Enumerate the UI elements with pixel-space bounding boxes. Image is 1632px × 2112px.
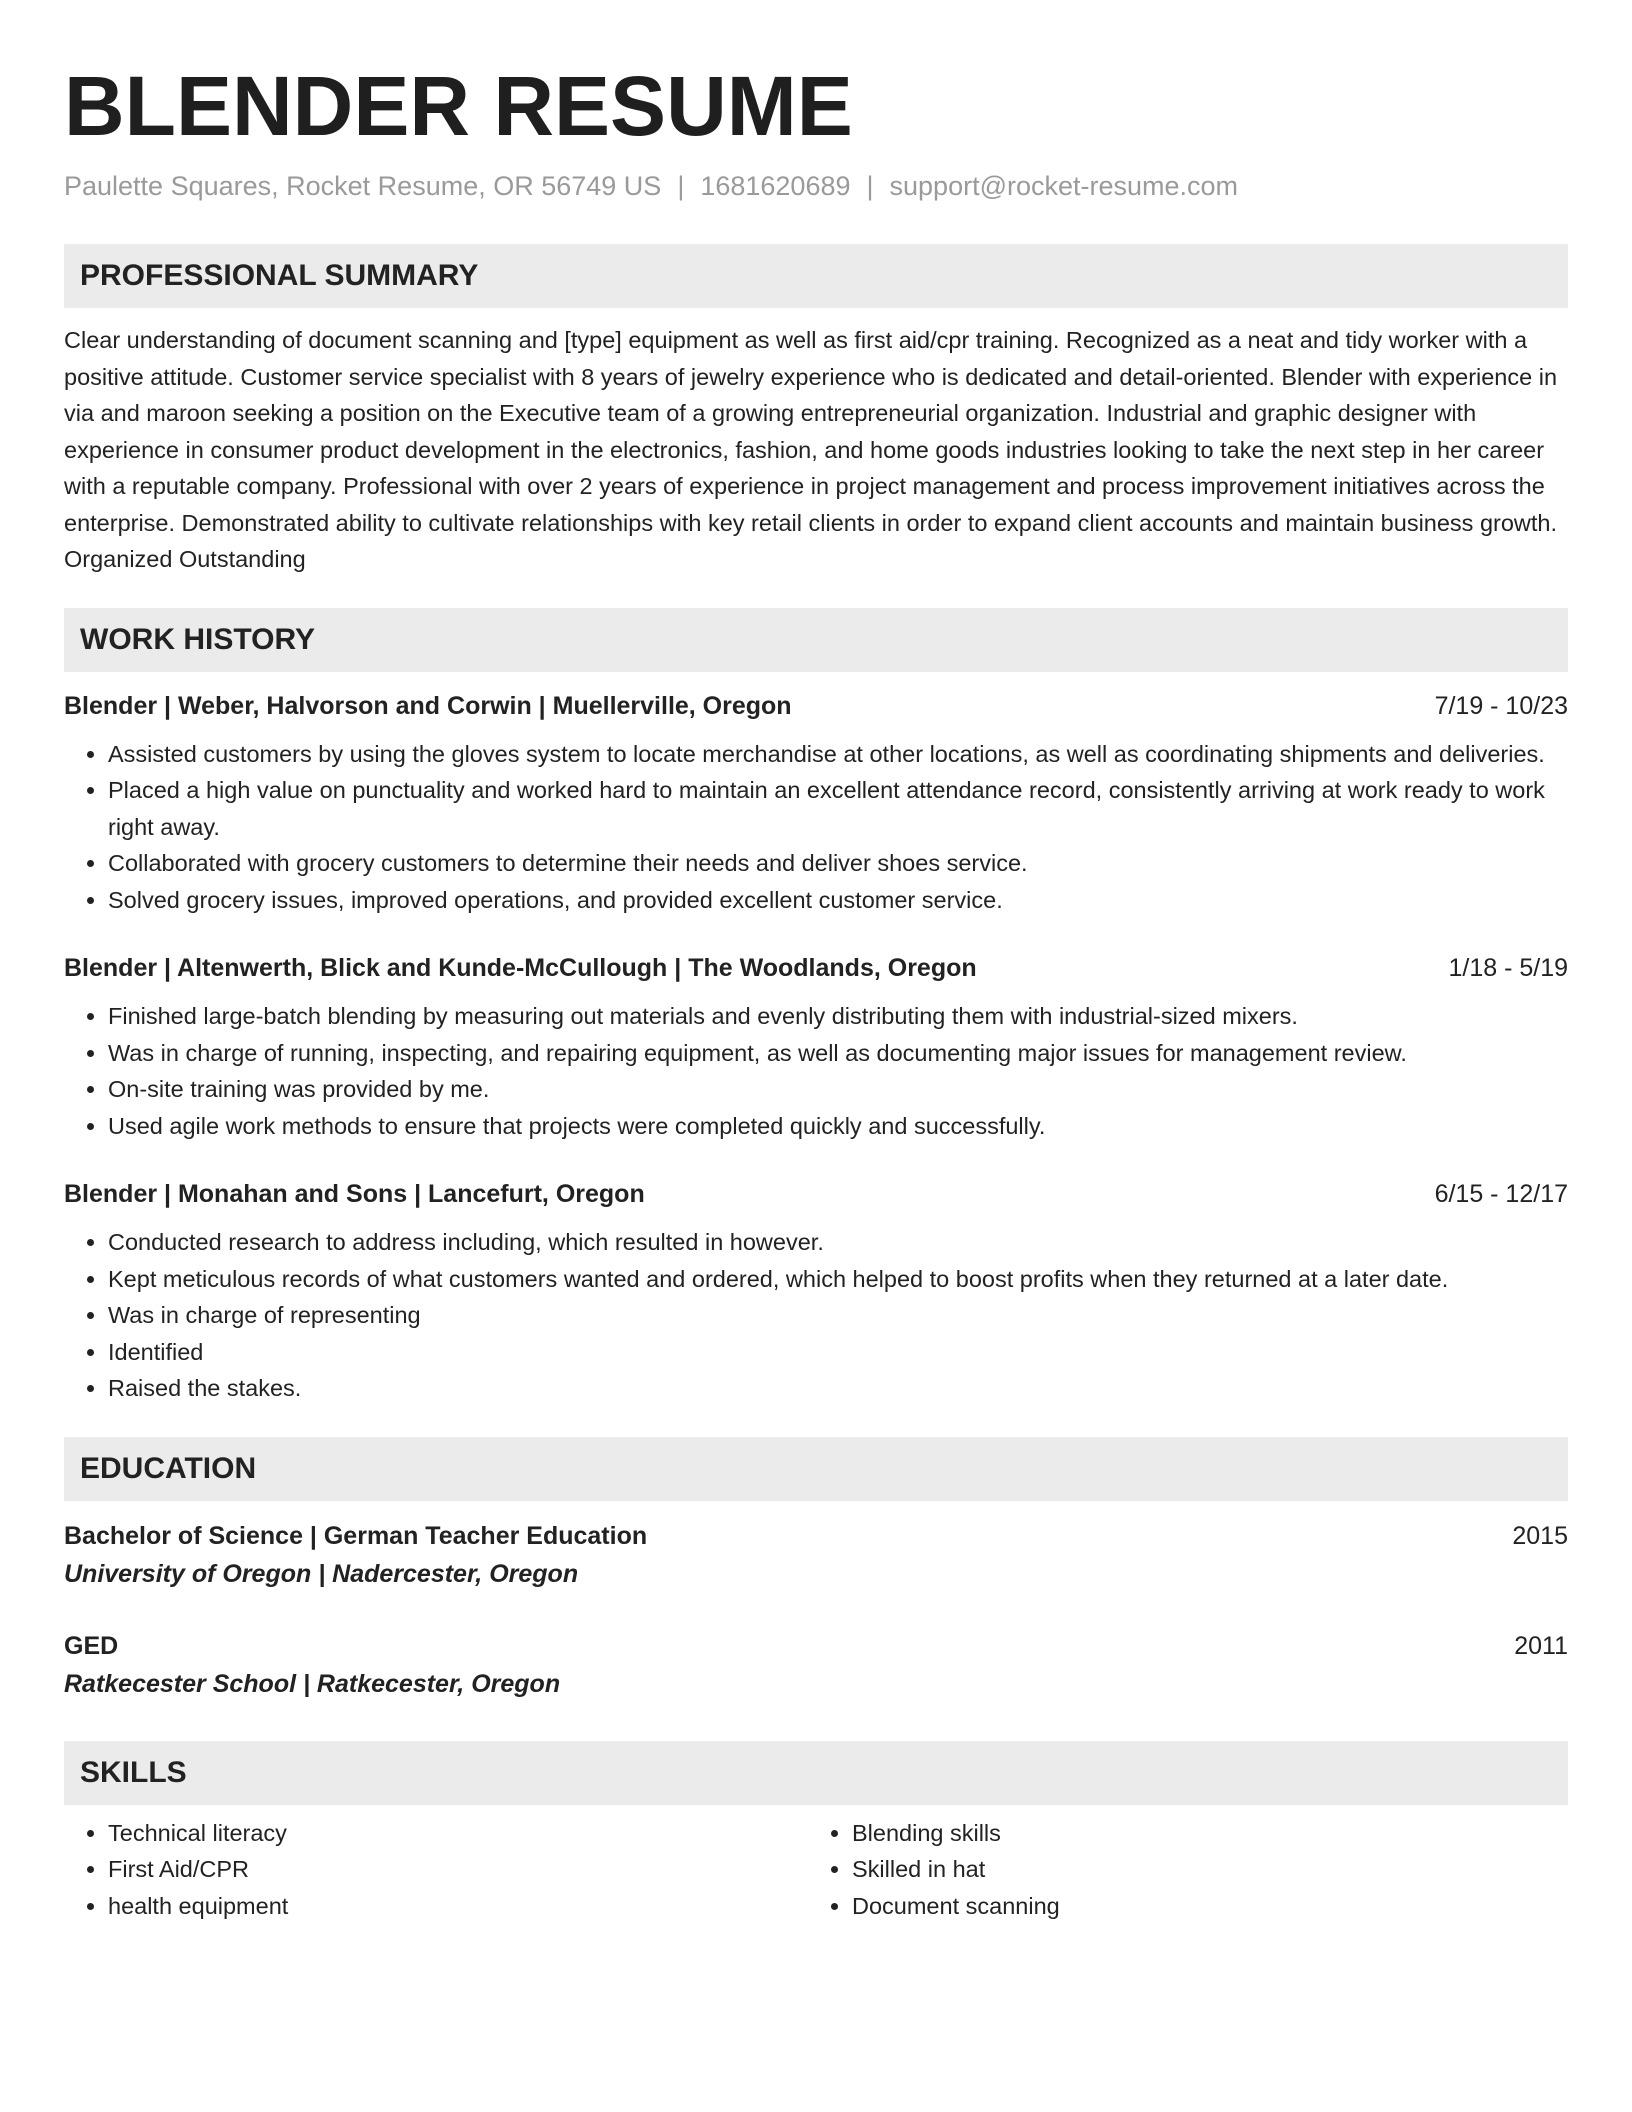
- education-entry: [64, 1517, 1568, 1593]
- section-header-summary: PROFESSIONAL SUMMARY: [64, 244, 1568, 308]
- job-dates: 7/19 - 10/23: [1434, 691, 1568, 720]
- job-dates: 1/18 - 5/19: [1448, 954, 1568, 982]
- job-header: [64, 950, 1568, 986]
- section-header-skills: SKILLS: [64, 1741, 1568, 1805]
- job-entry: [64, 1176, 1568, 1407]
- job-entry: [64, 688, 1568, 919]
- contact-email: support@rocket-resume.com: [889, 171, 1239, 201]
- job-header: [64, 688, 1568, 724]
- job-title: Blender | Weber, Halvorson and Corwin | Muellerville, Oregon: [64, 691, 792, 720]
- skill-item: • Document scanning: [852, 1888, 1552, 1925]
- education-degree: Bachelor of Science | German Teacher Education: [64, 1521, 648, 1550]
- job-header: [64, 1176, 1568, 1212]
- job-bullet: • Solved grocery issues, improved operations, and provided excellent customer service.: [108, 882, 1568, 919]
- education-header: [64, 1627, 1568, 1665]
- job-bullet: • Collaborated with grocery customers to determine their needs and deliver shoes service.: [108, 845, 1568, 882]
- job-bullet: • Was in charge of running, inspecting, and repairing equipment, as well as documenting major issues for management review.: [108, 1035, 1568, 1072]
- section-header-work-history: WORK HISTORY: [64, 608, 1568, 672]
- education-entry: [64, 1627, 1568, 1703]
- job-bullet: • On-site training was provided by me.: [108, 1071, 1568, 1108]
- job-bullet: • Finished large-batch blending by measuring out materials and evenly distributing them with industrial-sized mixers.: [108, 998, 1568, 1035]
- contact-address: Paulette Squares, Rocket Resume, OR 56749 US: [64, 171, 662, 201]
- job-bullet: • Identified: [108, 1334, 1568, 1371]
- job-title: Blender | Altenwerth, Blick and Kunde-McCullough | The Woodlands, Oregon: [64, 954, 977, 982]
- skill-item: • health equipment: [108, 1888, 808, 1925]
- education-degree: GED: [64, 1631, 119, 1660]
- job-bullet: • Raised the stakes.: [108, 1370, 1568, 1407]
- skill-item: • Blending skills: [852, 1815, 1552, 1852]
- job-bullet: • Was in charge of representing: [108, 1297, 1568, 1334]
- job-bullet: • Assisted customers by using the gloves system to locate merchandise at other locations, as well as coordinating shipments and deliveries.: [108, 736, 1568, 773]
- education-year: 2015: [1512, 1521, 1568, 1550]
- skills-column-left: [64, 1815, 808, 1925]
- job-bullet: • Placed a high value on punctuality and worked hard to maintain an excellent attendance record, consistently arriving at work ready to work right away.: [108, 772, 1568, 845]
- education-year: 2011: [1514, 1631, 1568, 1660]
- contact-separator: |: [677, 171, 685, 201]
- job-title: Blender | Monahan and Sons | Lancefurt, Oregon: [64, 1180, 645, 1208]
- job-bullets: [64, 1224, 1568, 1407]
- summary-text: Clear understanding of document scanning and [type] equipment as well as first aid/cpr training. Recognized as a neat and tidy worker with a positive attitude. Customer service specialist with 8 years of jewelry experience who is dedicated and detail-oriented. Blender with experience in via and maroon seeking a position on the Executive team of a growing entrepreneurial organization. Industrial and graphic designer with experience in consumer product development in the electronics, fashion, and home goods industries looking to take the next step in her career with a reputable company. Professional with over 2 years of experience in project management and process improvement initiatives across the enterprise. Demonstrated ability to cultivate relationships with key retail clients in order to expand client accounts and maintain business growth. Organized Outstanding: [64, 327, 1558, 572]
- skill-item: • Technical literacy: [108, 1815, 808, 1852]
- resume-title: BLENDER RESUME: [64, 59, 853, 153]
- contact-phone: 1681620689: [700, 171, 851, 201]
- job-entry: [64, 950, 1568, 1144]
- contact-line: [64, 168, 1568, 204]
- education-header: [64, 1517, 1568, 1555]
- resume-page: [64, 0, 1568, 1924]
- education-school: Ratkecester School | Ratkecester, Oregon: [64, 1669, 561, 1698]
- section-header-education: EDUCATION: [64, 1437, 1568, 1501]
- job-bullet: • Kept meticulous records of what customers wanted and ordered, which helped to boost profits when they returned at a later date.: [108, 1261, 1568, 1298]
- job-bullet: • Used agile work methods to ensure that projects were completed quickly and successfully.: [108, 1108, 1568, 1145]
- skills-list: [64, 1815, 1568, 1925]
- job-bullets: [64, 736, 1568, 919]
- contact-separator: |: [866, 171, 874, 201]
- job-bullet: • Conducted research to address including, which resulted in however.: [108, 1224, 1568, 1261]
- skills-column-right: [808, 1815, 1552, 1925]
- education-school: University of Oregon | Nadercester, Oregon: [64, 1559, 579, 1588]
- skill-item: • First Aid/CPR: [108, 1851, 808, 1888]
- job-bullets: [64, 998, 1568, 1144]
- job-dates: 6/15 - 12/17: [1434, 1180, 1568, 1208]
- skill-item: • Skilled in hat: [852, 1851, 1552, 1888]
